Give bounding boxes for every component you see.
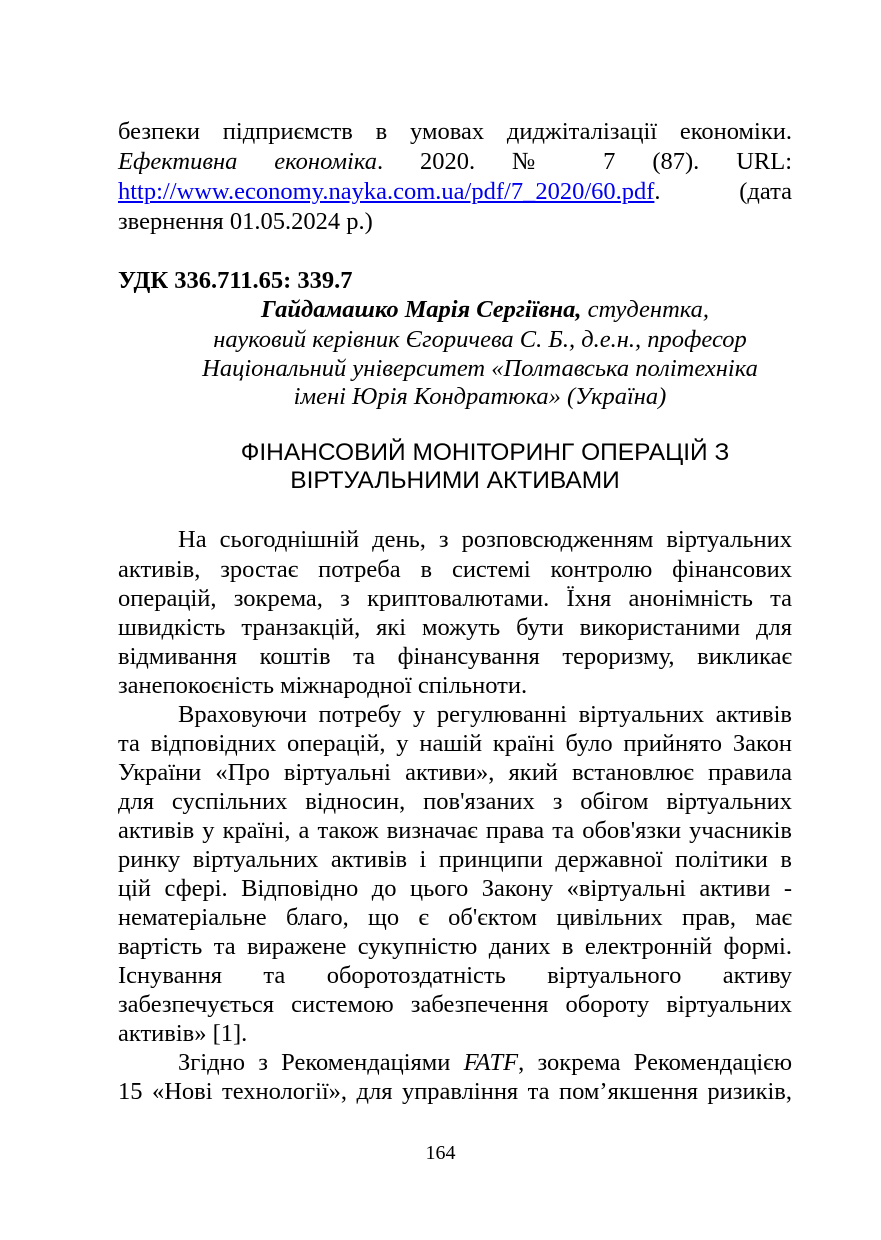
paragraph-line: швидкість транзакцій, які можуть бути використаними для (118, 614, 792, 641)
paragraph-line: занепокоєність міжнародної спільноти. (118, 672, 528, 699)
reference-line (118, 177, 792, 207)
paragraph-line: нематеріальне благо, що є об'єктом цивільних прав, має (118, 904, 792, 931)
udk-code: УДК 336.711.65: 339.7 (118, 267, 353, 294)
paragraph-line: та відповідних операцій, у нашій країні було прийнято Закон (118, 730, 792, 757)
paragraph-line: ринку віртуальних активів і принципи державної політики в (118, 846, 792, 873)
reference-access-label: . (дата (654, 178, 792, 205)
reference-details: . 2020. № 7 (87). URL: (376, 148, 792, 175)
paragraph-line: Існування та оборотоздатність віртуального активу (118, 962, 792, 989)
paragraph-text: , зокрема Рекомендацією (518, 1049, 792, 1076)
paragraph-line: для суспільних відносин, пов'язаних з обігом віртуальних (118, 788, 792, 815)
paragraph-line: України «Про віртуальні активи», який встановлює правила (118, 759, 792, 786)
paragraph-text: Згідно з Рекомендаціями (178, 1049, 464, 1076)
article-title-line: ВІРТУАЛЬНИМИ АКТИВАМИ (290, 467, 620, 494)
reference-line (118, 147, 792, 177)
paragraph-line: цій сфері. Відповідно до цього Закону «віртуальні активи - (118, 875, 792, 902)
supervisor-line: науковий керівник Єгоричева С. Б., д.е.н., професор (213, 326, 747, 353)
paragraph-line: активів» [1]. (118, 1020, 248, 1047)
reference-url-link[interactable]: http://www.economy.nayka.com.ua/pdf/7_2020/60.pdf (118, 178, 655, 205)
university-line: імені Юрія Кондратюка» (Україна) (293, 383, 667, 410)
article-title-line: ФІНАНСОВИЙ МОНІТОРИНГ ОПЕРАЦІЙ З (240, 439, 730, 466)
paragraph-line: відмивання коштів та фінансування тероризму, викликає (118, 643, 792, 670)
author-role: студентка, (581, 296, 709, 323)
reference-line: безпеки підприємств в умовах диджіталізації економіки. (118, 118, 792, 145)
paragraph-line (178, 1048, 792, 1078)
paragraph-line: Враховуючи потребу у регулюванні віртуальних активів (178, 701, 792, 728)
author-name: Гайдамашко Марія Сергіївна, (260, 296, 582, 323)
fatf-term: FATF (463, 1049, 519, 1076)
journal-name: Ефективна економіка (118, 148, 377, 175)
paragraph-line: 15 «Нові технології», для управління та пом’якшення ризиків, (118, 1078, 792, 1105)
author-line (250, 295, 720, 325)
university-line: Національний університет «Полтавська політехніка (202, 355, 758, 382)
paragraph-line: забезпечується системою забезпечення обороту віртуальних (118, 991, 792, 1018)
paragraph-line: вартість та виражене сукупністю даних в електронній формі. (118, 933, 792, 960)
page-number: 164 (425, 1142, 456, 1164)
reference-line: звернення 01.05.2024 р.) (118, 208, 373, 235)
paragraph-line: На сьогоднішній день, з розповсюдженням віртуальних (178, 526, 792, 553)
paragraph-line: операцій, зокрема, з криптовалютами. Їхня анонімність та (118, 585, 792, 612)
paragraph-line: активів у країні, а також визначає права та обов'язки учасників (118, 817, 792, 844)
paragraph-line: активів, зростає потреба в системі контролю фінансових (118, 556, 792, 583)
